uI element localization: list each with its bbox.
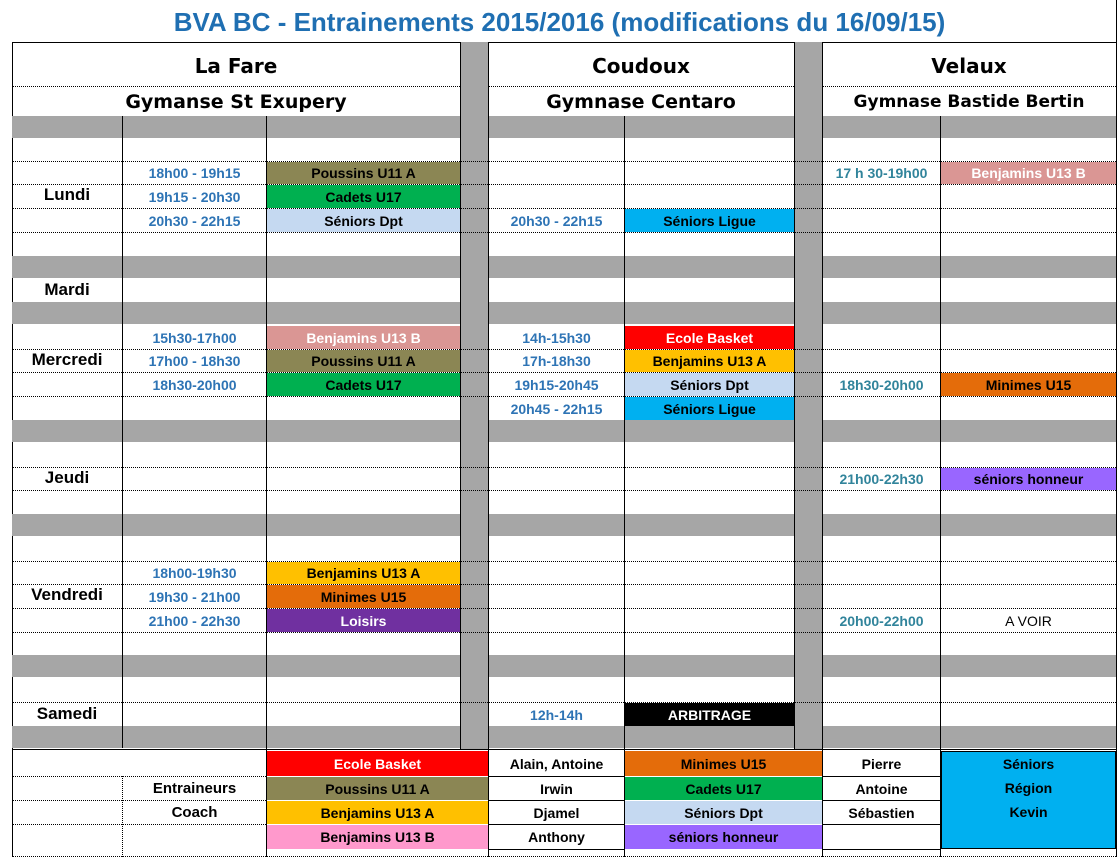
slot-group: Poussins U11 A xyxy=(267,162,460,184)
slot-time: 17h00 - 18h30 xyxy=(148,353,241,369)
legend-row-line xyxy=(489,776,624,777)
header-divider xyxy=(488,86,794,87)
slot-group: ARBITRAGE xyxy=(625,703,794,726)
legend-row-line xyxy=(489,824,624,825)
slot-time: 20h00-22h00 xyxy=(839,612,924,629)
regional-line3: Kevin xyxy=(1009,804,1048,820)
row-line xyxy=(12,490,1116,491)
legend-row-line xyxy=(12,824,266,825)
slot-time: 18h30-20h00 xyxy=(152,376,237,393)
venue-velaux: Velaux xyxy=(931,54,1007,78)
legend-group: Poussins U11 A xyxy=(267,777,488,800)
slot-time: 19h15 - 20h30 xyxy=(148,188,241,205)
slot-time: 14h-15h30 xyxy=(522,329,591,346)
slot-group: Benjamins U13 A xyxy=(625,350,794,372)
slot-time: 18h00-19h30 xyxy=(152,565,237,581)
slot-time: 18h30-20h00 xyxy=(839,376,924,393)
slot-group: Poussins U11 A xyxy=(267,350,460,372)
legend-top-border xyxy=(12,749,1116,750)
header-divider xyxy=(12,86,460,87)
legend-coach: Alain, Antoine xyxy=(509,755,604,772)
day-mardi: Mardi xyxy=(44,280,90,299)
day-band xyxy=(12,655,1116,677)
day-band xyxy=(12,514,1116,536)
bottom-border xyxy=(12,856,1116,857)
regional-line2: Région xyxy=(1004,780,1053,796)
slot-time: 17 h 30-19h00 xyxy=(835,165,928,181)
legend-coach: Anthony xyxy=(528,829,585,845)
legend-coach: Pierre xyxy=(861,755,902,772)
day-band xyxy=(12,302,1116,324)
slot-group: Séniors Ligue xyxy=(625,397,794,420)
slot-group: Minimes U15 xyxy=(941,373,1116,396)
venue-lafare: La Fare xyxy=(194,54,278,78)
gym-lafare: Gymanse St Exupery xyxy=(125,91,347,113)
day-jeudi: Jeudi xyxy=(44,468,90,487)
row-line xyxy=(12,632,1116,633)
day-band xyxy=(12,420,1116,442)
day-samedi: Samedi xyxy=(36,704,98,723)
slot-group: Cadets U17 xyxy=(267,185,460,208)
slot-group: Cadets U17 xyxy=(267,373,460,396)
slot-group: Benjamins U13 B xyxy=(941,162,1116,184)
legend-group: Benjamins U13 B xyxy=(267,825,488,849)
legend-group: Cadets U17 xyxy=(625,777,822,800)
slot-group: Loisirs xyxy=(267,609,460,632)
slot-time: 12h-14h xyxy=(530,706,583,723)
row-line xyxy=(12,232,1116,233)
slot-time: 21h00-22h30 xyxy=(839,471,924,487)
header-divider xyxy=(822,86,1116,87)
slot-time: 20h30 - 22h15 xyxy=(148,212,241,229)
day-vendredi: Vendredi xyxy=(31,585,103,604)
page-title: BVA BC - Entrainements 2015/2016 (modifications du 16/09/15) xyxy=(173,7,946,37)
column-line xyxy=(488,42,489,857)
regional-line1: Séniors xyxy=(1002,756,1055,772)
venue-separator xyxy=(460,116,488,748)
legend-group: Ecole Basket xyxy=(267,751,488,776)
slot-time: 18h00 - 19h15 xyxy=(148,165,241,181)
day-band xyxy=(12,256,1116,278)
day-band xyxy=(12,726,1116,748)
gym-velaux: Gymnase Bastide Bertin xyxy=(853,92,1085,112)
day-lundi: Lundi xyxy=(43,185,91,204)
outer-right-border xyxy=(1116,0,1117,857)
legend-group: Séniors Dpt xyxy=(625,801,822,824)
slot-group: Benjamins U13 A xyxy=(267,562,460,584)
legend-group: séniors honneur xyxy=(625,825,822,849)
slot-time: 21h00 - 22h30 xyxy=(148,612,241,629)
slot-group: séniors honneur xyxy=(941,468,1116,490)
venue-separator xyxy=(794,116,822,748)
venue-coudoux: Coudoux xyxy=(592,54,690,78)
legend-row-line xyxy=(823,824,940,825)
legend-coach: Antoine xyxy=(855,780,908,797)
slot-group: Minimes U15 xyxy=(267,585,460,608)
slot-group: Benjamins U13 B xyxy=(267,326,460,349)
legend-group: Minimes U15 xyxy=(625,751,822,776)
slot-time: 20h30 - 22h15 xyxy=(510,212,603,229)
slot-group: Ecole Basket xyxy=(625,326,794,349)
slot-time: 19h15-20h45 xyxy=(514,376,599,393)
slot-time: 19h30 - 21h00 xyxy=(148,588,241,605)
title-underline xyxy=(12,42,1116,43)
slot-time: 15h30-17h00 xyxy=(152,329,237,346)
legend-row-line xyxy=(823,849,940,850)
legend-row-line xyxy=(489,800,624,801)
legend-label-coach: Coach xyxy=(171,804,218,821)
legend-group: Benjamins U13 A xyxy=(267,801,488,824)
legend-coach: Sébastien xyxy=(848,804,915,821)
legend-coach: Irwin xyxy=(540,780,573,797)
slot-time: 17h-18h30 xyxy=(522,353,591,369)
legend-row-line xyxy=(823,800,940,801)
legend-row-line xyxy=(489,849,624,850)
legend-coach: Djamel xyxy=(533,804,580,821)
slot-group: Séniors Dpt xyxy=(625,373,794,396)
gym-coudoux: Gymnase Centaro xyxy=(546,91,736,113)
slot-group: Séniors Ligue xyxy=(625,209,794,232)
legend-label-entraineurs: Entraineurs xyxy=(152,780,237,797)
slot-group: Séniors Dpt xyxy=(267,209,460,232)
day-mercredi: Mercredi xyxy=(31,350,103,369)
slot-group: A VOIR xyxy=(1005,612,1052,629)
day-band xyxy=(12,116,1116,138)
slot-time: 20h45 - 22h15 xyxy=(510,400,603,417)
legend-row-line xyxy=(823,776,940,777)
